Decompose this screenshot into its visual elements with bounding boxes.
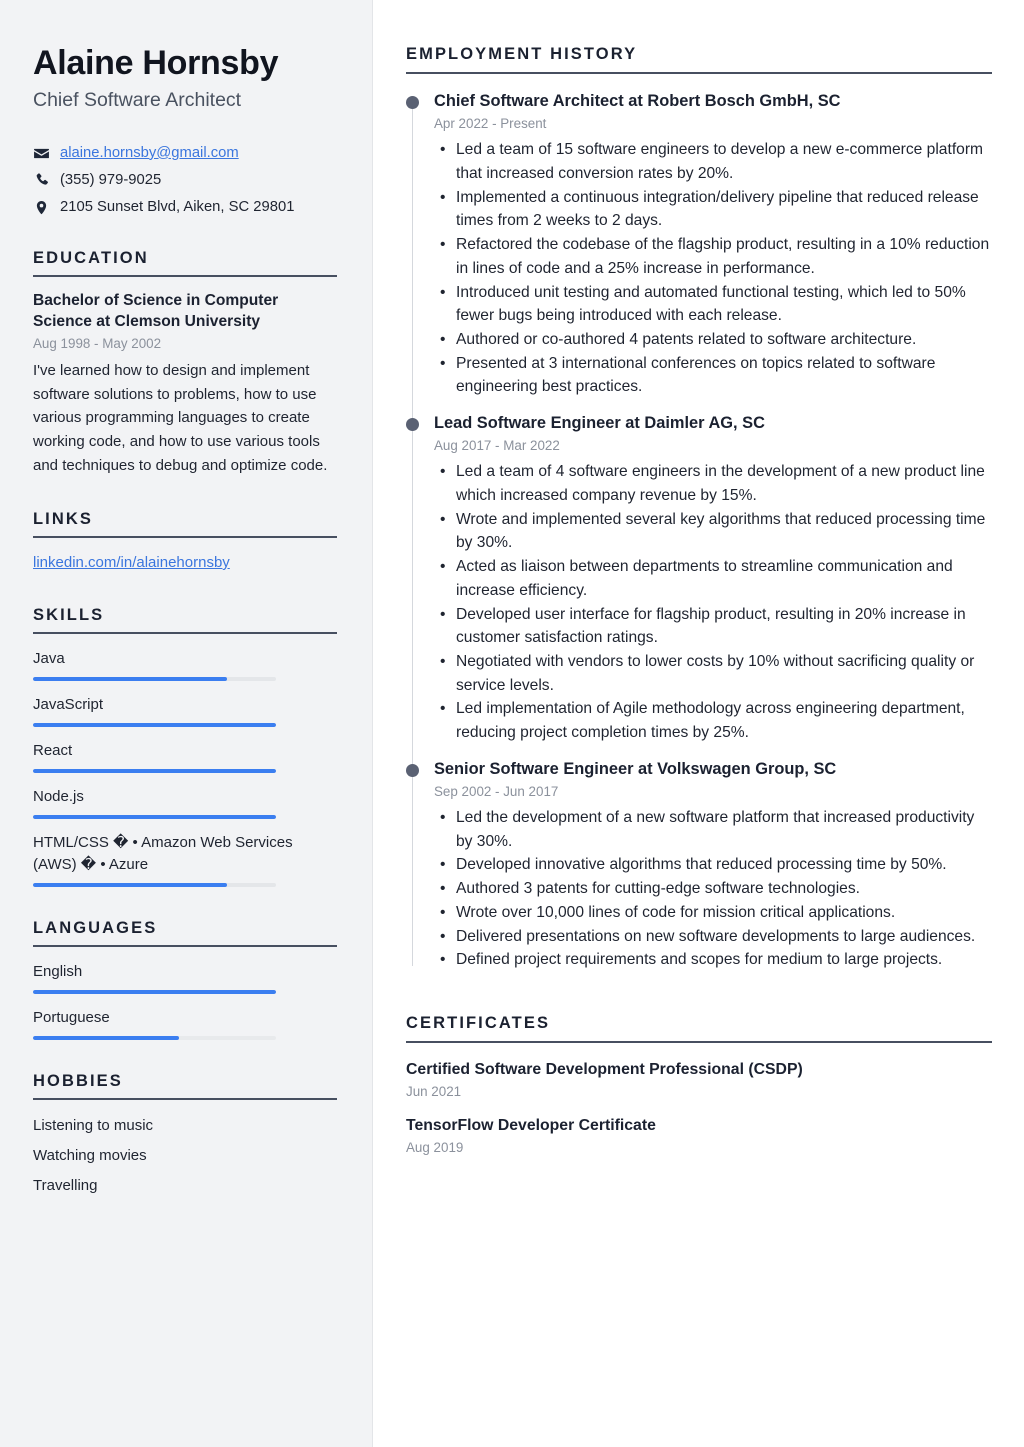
education-entry bbox=[33, 291, 337, 477]
job-title-subtitle: Chief Software Architect bbox=[33, 89, 242, 112]
bullet-item: • Defined project requirements and scopes for medium to large projects. bbox=[434, 948, 992, 972]
bullet-item: • Led a team of 4 software engineers in the development of a new product line which increased company revenue by 15%. bbox=[434, 460, 992, 507]
section-title-education: EDUCATION bbox=[33, 249, 149, 268]
employment-bullets bbox=[434, 138, 992, 399]
bullet-item: • Implemented a continuous integration/delivery pipeline that reduced release times from 2 weeks to 2 days. bbox=[434, 186, 992, 233]
skill-item bbox=[33, 786, 337, 819]
bullet-item: • Acted as liaison between departments to streamline communication and increase efficiency. bbox=[434, 555, 992, 602]
language-level-fill bbox=[33, 1036, 179, 1040]
envelope-icon bbox=[33, 145, 50, 162]
bullet-item: • Negotiated with vendors to lower costs by 10% without sacrificing quality or service levels. bbox=[434, 650, 992, 697]
language-label: Portuguese bbox=[33, 1009, 110, 1027]
hobby-item: Travelling bbox=[33, 1176, 98, 1194]
skill-item bbox=[33, 832, 337, 888]
page-title: Alaine Hornsby bbox=[33, 44, 279, 82]
timeline-dot-icon bbox=[406, 96, 419, 109]
divider bbox=[33, 536, 337, 538]
hobby-item: Watching movies bbox=[33, 1146, 147, 1164]
employment-entry bbox=[406, 759, 992, 972]
education-degree: Bachelor of Science in Computer Science at Clemson University bbox=[33, 292, 279, 331]
certificate-date: Jun 2021 bbox=[406, 1084, 462, 1100]
phone-icon bbox=[33, 172, 50, 189]
language-level-bar bbox=[33, 990, 276, 994]
section-hobbies bbox=[33, 1072, 337, 1198]
bullet-item: • Developed user interface for flagship product, resulting in 20% increase in customer satisfaction ratings. bbox=[434, 603, 992, 650]
contact-row-phone[interactable] bbox=[33, 170, 337, 190]
contact-row-address bbox=[33, 197, 337, 217]
education-date: Aug 1998 - May 2002 bbox=[33, 335, 162, 351]
section-languages bbox=[33, 919, 337, 1040]
skill-label: React bbox=[33, 742, 73, 760]
address-text: 2105 Sunset Blvd, Aiken, SC 29801 bbox=[60, 198, 295, 215]
sidebar bbox=[0, 0, 373, 1447]
section-title-employment-history: EMPLOYMENT HISTORY bbox=[406, 45, 638, 63]
employment-timeline bbox=[406, 91, 992, 972]
certificate-name: Certified Software Development Professional (CSDP) bbox=[406, 1060, 803, 1078]
skill-item bbox=[33, 694, 337, 727]
section-spacer bbox=[406, 972, 992, 1014]
employment-entry bbox=[406, 413, 992, 745]
skill-level-fill bbox=[33, 677, 227, 681]
employment-title: Lead Software Engineer at Daimler AG, SC bbox=[434, 413, 765, 432]
skill-level-fill bbox=[33, 815, 276, 819]
section-title-certificates: CERTIFICATES bbox=[406, 1013, 551, 1032]
employment-date: Apr 2022 - Present bbox=[434, 116, 547, 132]
timeline-dot-icon bbox=[406, 418, 419, 431]
language-item bbox=[33, 961, 337, 994]
skill-item bbox=[33, 740, 337, 773]
section-education bbox=[33, 249, 337, 477]
education-description: I've learned how to design and implement software solutions to problems, how to use various programming languages to create working code, and how to use various tools and techniques to debug and optimize code. bbox=[33, 361, 328, 475]
bullet-item: • Presented at 3 international conferences on topics related to software engineering best practices. bbox=[434, 352, 992, 399]
skill-level-fill bbox=[33, 883, 227, 887]
skill-item bbox=[33, 648, 337, 681]
language-label: English bbox=[33, 963, 83, 981]
skill-level-bar bbox=[33, 815, 276, 819]
bullet-item: • Introduced unit testing and automated functional testing, which led to 50% fewer bugs being introduced with each release. bbox=[434, 281, 992, 328]
employment-bullets bbox=[434, 806, 992, 972]
skill-level-bar bbox=[33, 677, 276, 681]
section-title-skills: SKILLS bbox=[33, 606, 105, 625]
skill-label: JavaScript bbox=[33, 696, 104, 714]
phone-text: (355) 979-9025 bbox=[60, 171, 162, 188]
language-level-fill bbox=[33, 990, 276, 994]
certificate-date: Aug 2019 bbox=[406, 1140, 464, 1156]
section-title-hobbies: HOBBIES bbox=[33, 1071, 123, 1090]
language-item bbox=[33, 1007, 337, 1040]
email-link[interactable]: alaine.hornsby@gmail.com bbox=[60, 144, 239, 161]
skill-level-bar bbox=[33, 769, 276, 773]
divider bbox=[33, 275, 337, 277]
link-item-linkedin[interactable]: linkedin.com/in/alainehornsby bbox=[33, 553, 230, 571]
section-title-languages: LANGUAGES bbox=[33, 919, 158, 938]
divider bbox=[33, 945, 337, 947]
section-skills bbox=[33, 606, 337, 887]
skill-level-bar bbox=[33, 883, 276, 887]
hobby-item: Listening to music bbox=[33, 1116, 154, 1134]
certificates-list bbox=[406, 1060, 992, 1157]
skill-level-bar bbox=[33, 723, 276, 727]
bullet-item: • Delivered presentations on new software developments to large audiences. bbox=[434, 925, 992, 949]
certificate-entry bbox=[406, 1060, 992, 1102]
language-level-bar bbox=[33, 1036, 276, 1040]
skill-label: Node.js bbox=[33, 787, 84, 805]
bullet-item: • Refactored the codebase of the flagship product, resulting in a 10% reduction in lines of code and a 25% increase in performance. bbox=[434, 233, 992, 280]
bullet-item: • Led implementation of Agile methodology across engineering department, reducing project completion times by 25%. bbox=[434, 697, 992, 744]
divider bbox=[33, 1098, 337, 1100]
timeline-dot-icon bbox=[406, 764, 419, 777]
employment-entry bbox=[406, 91, 992, 399]
bullet-item: • Wrote over 10,000 lines of code for mission critical applications. bbox=[434, 901, 992, 925]
employment-title: Chief Software Architect at Robert Bosch GmbH, SC bbox=[434, 92, 841, 110]
bullet-item: • Developed innovative algorithms that reduced processing time by 50%. bbox=[434, 853, 992, 877]
bullet-item: • Led the development of a new software platform that increased productivity by 30%. bbox=[434, 806, 992, 853]
employment-bullets bbox=[434, 460, 992, 744]
bullet-item: • Authored 3 patents for cutting-edge software technologies. bbox=[434, 877, 992, 901]
contact-row-email[interactable] bbox=[33, 143, 337, 163]
skill-level-fill bbox=[33, 769, 276, 773]
section-certificates bbox=[406, 1014, 992, 1157]
employment-date: Aug 2017 - Mar 2022 bbox=[434, 438, 560, 454]
divider bbox=[406, 72, 992, 74]
bullet-item: • Led a team of 15 software engineers to develop a new e-commerce platform that increased conversion rates by 20%. bbox=[434, 138, 992, 185]
main-content bbox=[373, 0, 1024, 1447]
skill-label: Java bbox=[33, 650, 65, 668]
section-title-links: LINKS bbox=[33, 509, 93, 528]
employment-title: Senior Software Engineer at Volkswagen Group, SC bbox=[434, 759, 837, 778]
skill-label: HTML/CSS � • Amazon Web Services (AWS) � • Azure bbox=[33, 833, 293, 874]
divider bbox=[33, 632, 337, 634]
skill-level-fill bbox=[33, 723, 276, 727]
section-employment-history bbox=[406, 45, 992, 972]
section-links bbox=[33, 510, 337, 575]
bullet-item: • Authored or co-authored 4 patents related to software architecture. bbox=[434, 328, 992, 352]
bullet-item: • Wrote and implemented several key algorithms that reduced processing time by 30%. bbox=[434, 508, 992, 555]
contact-list bbox=[33, 143, 337, 217]
location-pin-icon bbox=[33, 199, 50, 216]
certificate-entry bbox=[406, 1116, 992, 1158]
divider bbox=[406, 1041, 992, 1043]
employment-date: Sep 2002 - Jun 2017 bbox=[434, 783, 559, 799]
certificate-name: TensorFlow Developer Certificate bbox=[406, 1116, 656, 1134]
